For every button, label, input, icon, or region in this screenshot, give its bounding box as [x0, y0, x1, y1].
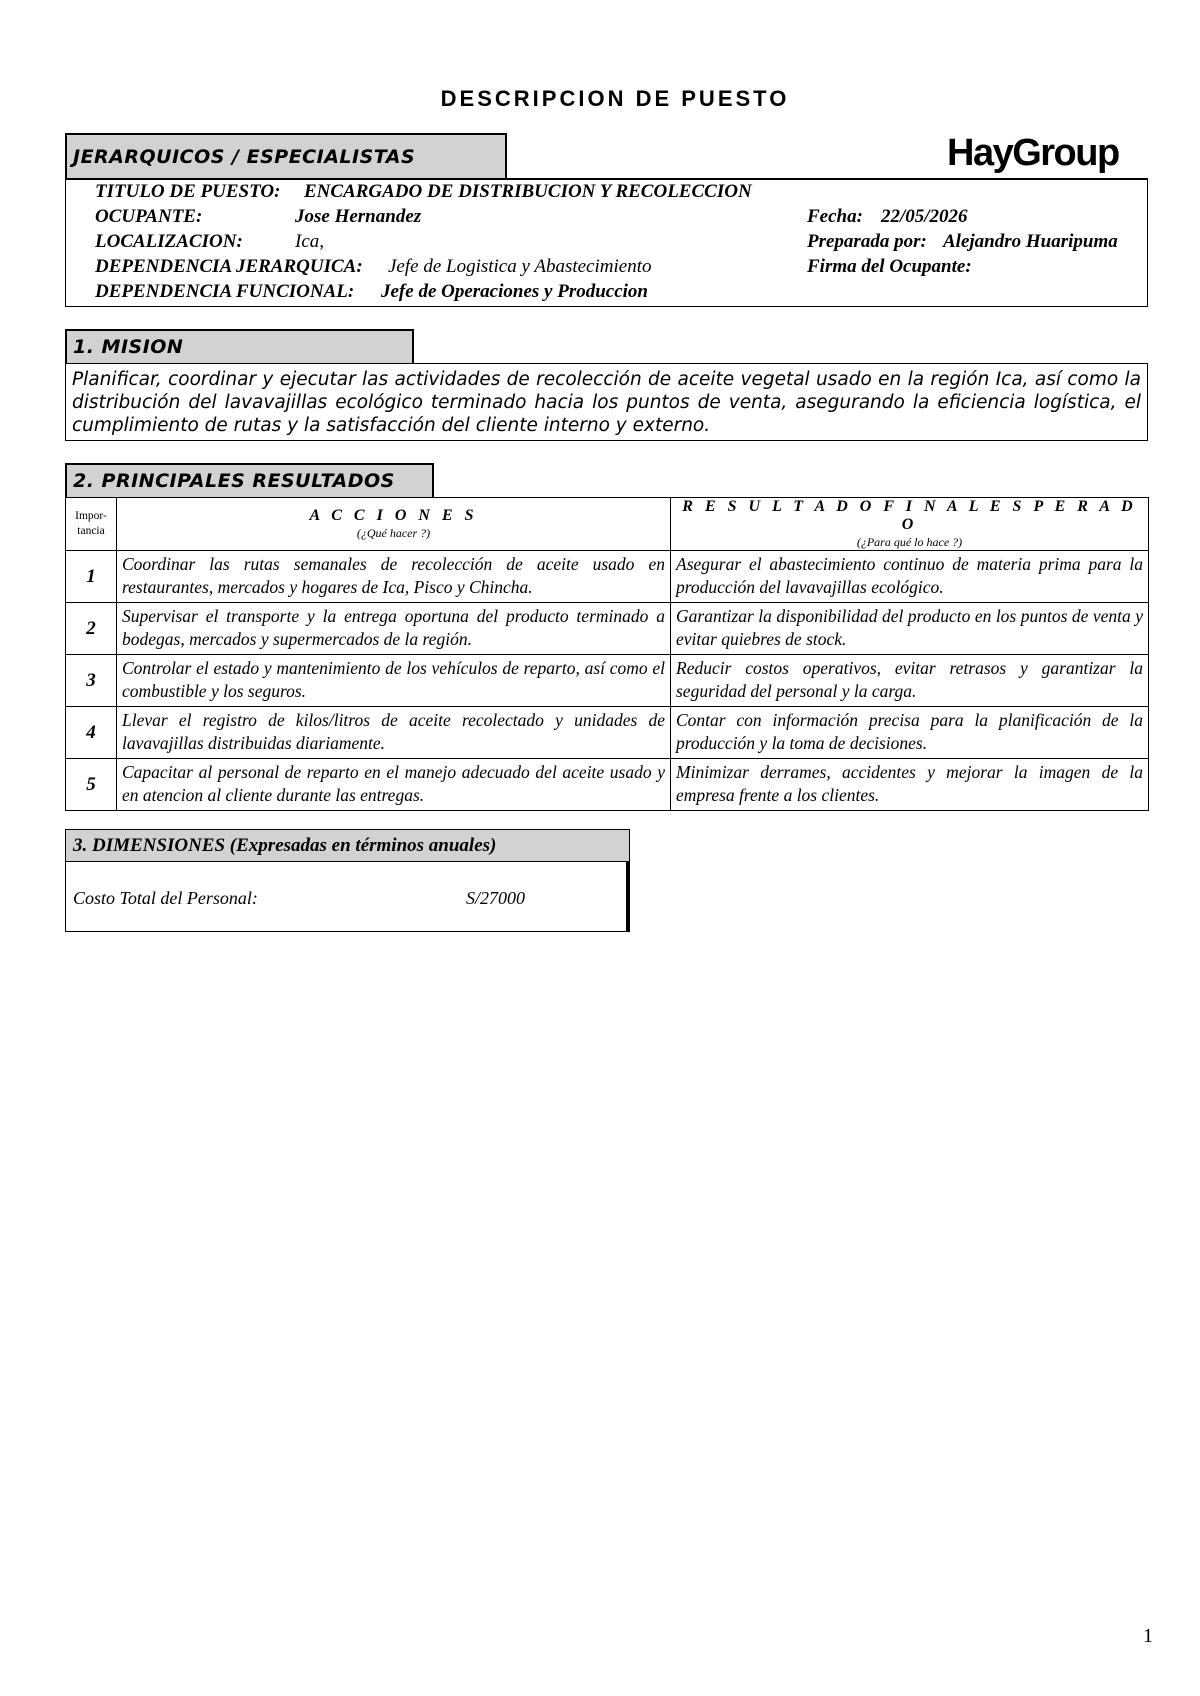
importancia-header-line2: tancia	[77, 525, 105, 537]
titulo-label: TITULO DE PUESTO:	[95, 181, 281, 202]
table-row	[66, 759, 1149, 811]
ocupante-label: OCUPANTE:	[95, 206, 203, 227]
preparada-label: Preparada por:	[807, 231, 927, 252]
row-number: 1	[66, 551, 117, 603]
table-row	[66, 603, 1149, 655]
acciones-header	[117, 498, 671, 551]
row-number: 5	[66, 759, 117, 811]
table-row	[66, 707, 1149, 759]
dep-jerarquica-value: Jefe de Logistica y Abastecimiento	[388, 256, 652, 277]
resultados-heading: 2. PRINCIPALES RESULTADOS	[65, 463, 434, 497]
row-accion: Llevar el registro de kilos/litros de aceite recolectado y unidades de lavavajillas distribuidas diariamente.	[117, 707, 671, 759]
position-header	[65, 178, 1148, 307]
localizacion-value: Ica,	[295, 231, 325, 252]
table-header-row	[66, 498, 1149, 551]
row-accion: Controlar el estado y mantenimiento de los vehículos de reparto, así como el combustible y los seguros.	[117, 655, 671, 707]
page-number: 1	[1143, 1625, 1153, 1647]
importancia-header-line1: Impor-	[75, 510, 107, 522]
row-resultado: Contar con información precisa para la planificación de la producción y la toma de decisiones.	[671, 707, 1149, 759]
row-number: 2	[66, 603, 117, 655]
row-accion: Supervisar el transporte y la entrega oportuna del producto terminado a bodegas, mercados y supermercados de la región.	[117, 603, 671, 655]
importancia-header	[66, 498, 117, 551]
row-number: 3	[66, 655, 117, 707]
fecha-label: Fecha:	[807, 206, 863, 227]
row-resultado: Minimizar derrames, accidentes y mejorar la imagen de la empresa frente a los clientes.	[671, 759, 1149, 811]
row-accion: Capacitar al personal de reparto en el manejo adecuado del aceite usado y en atencion al cliente durante las entregas.	[117, 759, 671, 811]
costo-label: Costo Total del Personal:	[73, 888, 258, 908]
acciones-header-sub: (¿Qué hacer ?)	[356, 526, 431, 540]
dep-funcional-value: Jefe de Operaciones y Produccion	[381, 281, 648, 302]
dep-funcional-label: DEPENDENCIA FUNCIONAL:	[95, 281, 355, 302]
dep-jerarquica-label: DEPENDENCIA JERARQUICA:	[95, 256, 363, 277]
titulo-value: ENCARGADO DE DISTRIBUCION Y RECOLECCION	[304, 181, 752, 202]
haygroup-logo: HayGroup	[947, 132, 1119, 174]
resultados-table	[65, 497, 1149, 811]
fecha-value: 22/05/2026	[881, 206, 968, 227]
resultado-header-title: R E S U L T A D O F I N A L E S P E R A D O	[682, 498, 1137, 533]
preparada-value: Alejandro Huaripuma	[943, 231, 1118, 252]
table-row	[66, 655, 1149, 707]
row-number: 4	[66, 707, 117, 759]
row-accion: Coordinar las rutas semanales de recolección de aceite usado en restaurantes, mercados y hogares de Ica, Pisco y Chincha.	[117, 551, 671, 603]
resultado-header	[671, 498, 1149, 551]
dimensiones-heading: 3. DIMENSIONES (Expresadas en términos anuales)	[65, 829, 630, 862]
row-resultado: Reducir costos operativos, evitar retrasos y garantizar la seguridad del personal y la carga.	[671, 655, 1149, 707]
acciones-header-title: A C C I O N E S	[309, 507, 478, 524]
firma-label: Firma del Ocupante:	[807, 256, 972, 277]
localizacion-label: LOCALIZACION:	[95, 231, 243, 252]
category-tab: JERARQUICOS / ESPECIALISTAS	[65, 133, 507, 178]
page-title: DESCRIPCION DE PUESTO	[440, 86, 790, 111]
table-row	[66, 551, 1149, 603]
costo-value: S/27000	[466, 888, 526, 908]
row-resultado: Garantizar la disponibilidad del producto en los puntos de venta y evitar quiebres de stock.	[671, 603, 1149, 655]
mision-text: Planificar, coordinar y ejecutar las actividades de recolección de aceite vegetal usado en la región Ica, así como la distribución del lavavajillas ecológico terminado hacia los puntos de venta, asegurando la eficiencia logística, el cumplimiento de rutas y la satisfacción del cliente interno y externo.	[65, 363, 1148, 441]
mision-heading: 1. MISION	[65, 329, 414, 363]
row-resultado: Asegurar el abastecimiento continuo de materia prima para la producción del lavavajillas ecológico.	[671, 551, 1149, 603]
dimensiones-box	[65, 862, 630, 932]
ocupante-value: Jose Hernandez	[295, 206, 422, 227]
resultado-header-sub: (¿Para qué lo hace ?)	[856, 535, 963, 549]
